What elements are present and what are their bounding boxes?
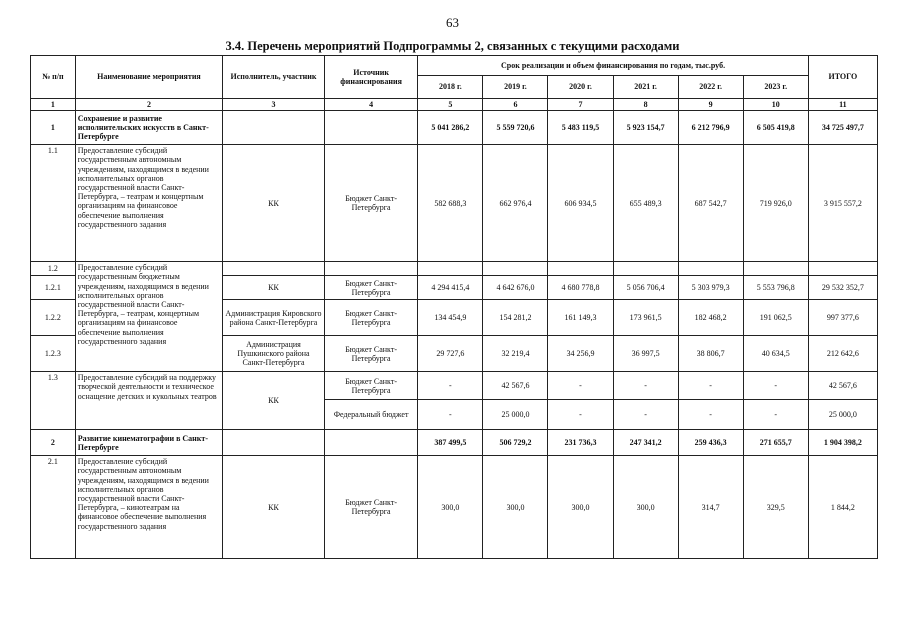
row-executor: КК bbox=[223, 145, 325, 262]
row-value: 314,7 bbox=[678, 456, 743, 559]
header-year: 2021 г. bbox=[613, 76, 678, 99]
row-num: 1.2.3 bbox=[31, 336, 76, 372]
row-value: - bbox=[743, 372, 808, 400]
row-num: 1.2.1 bbox=[31, 276, 76, 300]
row-value: 5 553 796,8 bbox=[743, 276, 808, 300]
col-number: 8 bbox=[613, 99, 678, 111]
row-total: 25 000,0 bbox=[808, 400, 877, 430]
row-value: 5 483 119,5 bbox=[548, 111, 613, 145]
header-year: 2020 г. bbox=[548, 76, 613, 99]
row-value: - bbox=[678, 400, 743, 430]
row-num: 1 bbox=[31, 111, 76, 145]
row-value: 300,0 bbox=[418, 456, 483, 559]
header-total: ИТОГО bbox=[808, 56, 877, 99]
header-name: Наименование мероприятия bbox=[75, 56, 222, 99]
page-number: 63 bbox=[446, 15, 459, 30]
row-name: Предоставление субсидий государственным автономным учреждениям, находящимся в ведении исполнительных органов государственной власти Санкт-Петербурга, – кинотеатрам на финансовое обеспечение выполнения государственного задания bbox=[75, 456, 222, 559]
row-executor: КК bbox=[223, 456, 325, 559]
header-year: 2019 г. bbox=[483, 76, 548, 99]
row-total bbox=[808, 262, 877, 276]
row-num: 1.2.2 bbox=[31, 300, 76, 336]
row-value: 36 997,5 bbox=[613, 336, 678, 372]
row-value: 161 149,3 bbox=[548, 300, 613, 336]
row-value bbox=[743, 262, 808, 276]
row-executor bbox=[223, 111, 325, 145]
table-row bbox=[31, 145, 878, 262]
row-source: Бюджет Санкт-Петербурга bbox=[324, 276, 418, 300]
col-number: 3 bbox=[223, 99, 325, 111]
row-value bbox=[418, 262, 483, 276]
row-value: 4 680 778,8 bbox=[548, 276, 613, 300]
row-executor bbox=[223, 262, 325, 276]
row-value: 300,0 bbox=[613, 456, 678, 559]
row-source: Федеральный бюджет bbox=[324, 400, 418, 430]
row-value: 5 041 286,2 bbox=[418, 111, 483, 145]
row-value: - bbox=[418, 372, 483, 400]
section-title: 3.4. Перечень мероприятий Подпрограммы 2, связанных с текущими расходами bbox=[225, 39, 680, 53]
row-name: Сохранение и развитие исполнительских искусств в Санкт-Петербурге bbox=[75, 111, 222, 145]
row-value: 32 219,4 bbox=[483, 336, 548, 372]
table-row bbox=[31, 372, 878, 400]
row-value: 271 655,7 bbox=[743, 430, 808, 456]
row-value: 38 806,7 bbox=[678, 336, 743, 372]
row-source bbox=[324, 111, 418, 145]
col-number: 7 bbox=[548, 99, 613, 111]
table-row bbox=[31, 262, 878, 276]
row-num: 1.3 bbox=[31, 372, 76, 430]
row-total: 1 844,2 bbox=[808, 456, 877, 559]
row-num: 1.2 bbox=[31, 262, 76, 276]
row-num: 1.1 bbox=[31, 145, 76, 262]
col-number: 6 bbox=[483, 99, 548, 111]
header-num: № п/п bbox=[31, 56, 76, 99]
row-source: Бюджет Санкт-Петербурга bbox=[324, 300, 418, 336]
row-value: 247 341,2 bbox=[613, 430, 678, 456]
row-total: 997 377,6 bbox=[808, 300, 877, 336]
row-value: 5 559 720,6 bbox=[483, 111, 548, 145]
row-value: 662 976,4 bbox=[483, 145, 548, 262]
col-number: 4 bbox=[324, 99, 418, 111]
row-name: Предоставление субсидий государственным бюджетным учреждениям, находящимся в ведении исполнительных органов государственной власти Санкт-Петербурга, – театрам, концертным организациям на финансовое обеспечение выполнения государственного задания bbox=[75, 262, 222, 372]
row-total: 42 567,6 bbox=[808, 372, 877, 400]
row-value: 506 729,2 bbox=[483, 430, 548, 456]
row-source: Бюджет Санкт-Петербурга bbox=[324, 145, 418, 262]
table-row bbox=[31, 456, 878, 559]
row-executor bbox=[223, 430, 325, 456]
row-source: Бюджет Санкт-Петербурга bbox=[324, 372, 418, 400]
header-year: 2018 г. bbox=[418, 76, 483, 99]
row-value: - bbox=[743, 400, 808, 430]
row-value: 5 303 979,3 bbox=[678, 276, 743, 300]
row-value: 387 499,5 bbox=[418, 430, 483, 456]
row-value: 182 468,2 bbox=[678, 300, 743, 336]
header-year: 2022 г. bbox=[678, 76, 743, 99]
measures-table bbox=[30, 55, 878, 559]
row-value: 231 736,3 bbox=[548, 430, 613, 456]
header-year: 2023 г. bbox=[743, 76, 808, 99]
row-value: 42 567,6 bbox=[483, 372, 548, 400]
row-value: 719 926,0 bbox=[743, 145, 808, 262]
row-value: 4 642 676,0 bbox=[483, 276, 548, 300]
row-executor: КК bbox=[223, 372, 325, 430]
row-executor: КК bbox=[223, 276, 325, 300]
row-value: 34 256,9 bbox=[548, 336, 613, 372]
row-value: 25 000,0 bbox=[483, 400, 548, 430]
col-number: 5 bbox=[418, 99, 483, 111]
row-value: 329,5 bbox=[743, 456, 808, 559]
header-executor: Исполнитель, участник bbox=[223, 56, 325, 99]
row-value: 582 688,3 bbox=[418, 145, 483, 262]
row-value: 40 634,5 bbox=[743, 336, 808, 372]
row-value: 300,0 bbox=[548, 456, 613, 559]
row-executor: Администрация Пушкинского района Санкт-Петербурга bbox=[223, 336, 325, 372]
row-value: - bbox=[678, 372, 743, 400]
row-total: 212 642,6 bbox=[808, 336, 877, 372]
row-value: - bbox=[613, 372, 678, 400]
row-value: 4 294 415,4 bbox=[418, 276, 483, 300]
col-number: 11 bbox=[808, 99, 877, 111]
row-value: 191 062,5 bbox=[743, 300, 808, 336]
row-source bbox=[324, 262, 418, 276]
row-value: 154 281,2 bbox=[483, 300, 548, 336]
row-value: 606 934,5 bbox=[548, 145, 613, 262]
row-value: 5 923 154,7 bbox=[613, 111, 678, 145]
row-source: Бюджет Санкт-Петербурга bbox=[324, 336, 418, 372]
row-value bbox=[613, 262, 678, 276]
row-value: 29 727,6 bbox=[418, 336, 483, 372]
row-value: 6 505 419,8 bbox=[743, 111, 808, 145]
row-value bbox=[548, 262, 613, 276]
row-value: 134 454,9 bbox=[418, 300, 483, 336]
row-value: 5 056 706,4 bbox=[613, 276, 678, 300]
row-total: 3 915 557,2 bbox=[808, 145, 877, 262]
row-value: 6 212 796,9 bbox=[678, 111, 743, 145]
col-number: 10 bbox=[743, 99, 808, 111]
row-value: - bbox=[548, 400, 613, 430]
col-number: 9 bbox=[678, 99, 743, 111]
row-num: 2 bbox=[31, 430, 76, 456]
row-source: Бюджет Санкт-Петербурга bbox=[324, 456, 418, 559]
row-total: 34 725 497,7 bbox=[808, 111, 877, 145]
row-executor: Администрация Кировского района Санкт-Петербурга bbox=[223, 300, 325, 336]
row-name: Предоставление субсидий на поддержку творческой деятельности и техническое оснащение детских и кукольных театров bbox=[75, 372, 222, 430]
row-value: - bbox=[548, 372, 613, 400]
table-row bbox=[31, 111, 878, 145]
row-value bbox=[678, 262, 743, 276]
row-total: 1 904 398,2 bbox=[808, 430, 877, 456]
row-name: Развитие кинематографии в Санкт-Петербурге bbox=[75, 430, 222, 456]
row-value: 300,0 bbox=[483, 456, 548, 559]
row-total: 29 532 352,7 bbox=[808, 276, 877, 300]
row-value: 687 542,7 bbox=[678, 145, 743, 262]
row-value: 259 436,3 bbox=[678, 430, 743, 456]
col-number: 2 bbox=[75, 99, 222, 111]
row-value: - bbox=[418, 400, 483, 430]
row-value: 655 489,3 bbox=[613, 145, 678, 262]
row-value: - bbox=[613, 400, 678, 430]
row-value bbox=[483, 262, 548, 276]
row-value: 173 961,5 bbox=[613, 300, 678, 336]
row-name: Предоставление субсидий государственным автономным учреждениям, находящимся в ведении исполнительных органов государственной власти Санкт-Петербурга, – театрам и концертным организациям на финансовое обеспечение выполнения государственного задания bbox=[75, 145, 222, 262]
table-row bbox=[31, 430, 878, 456]
row-source bbox=[324, 430, 418, 456]
col-number: 1 bbox=[31, 99, 76, 111]
header-source: Источник финансирования bbox=[324, 56, 418, 99]
column-number-row bbox=[31, 99, 878, 111]
row-num: 2.1 bbox=[31, 456, 76, 559]
header-period: Срок реализации и объем финансирования по годам, тыс.руб. bbox=[418, 56, 808, 76]
